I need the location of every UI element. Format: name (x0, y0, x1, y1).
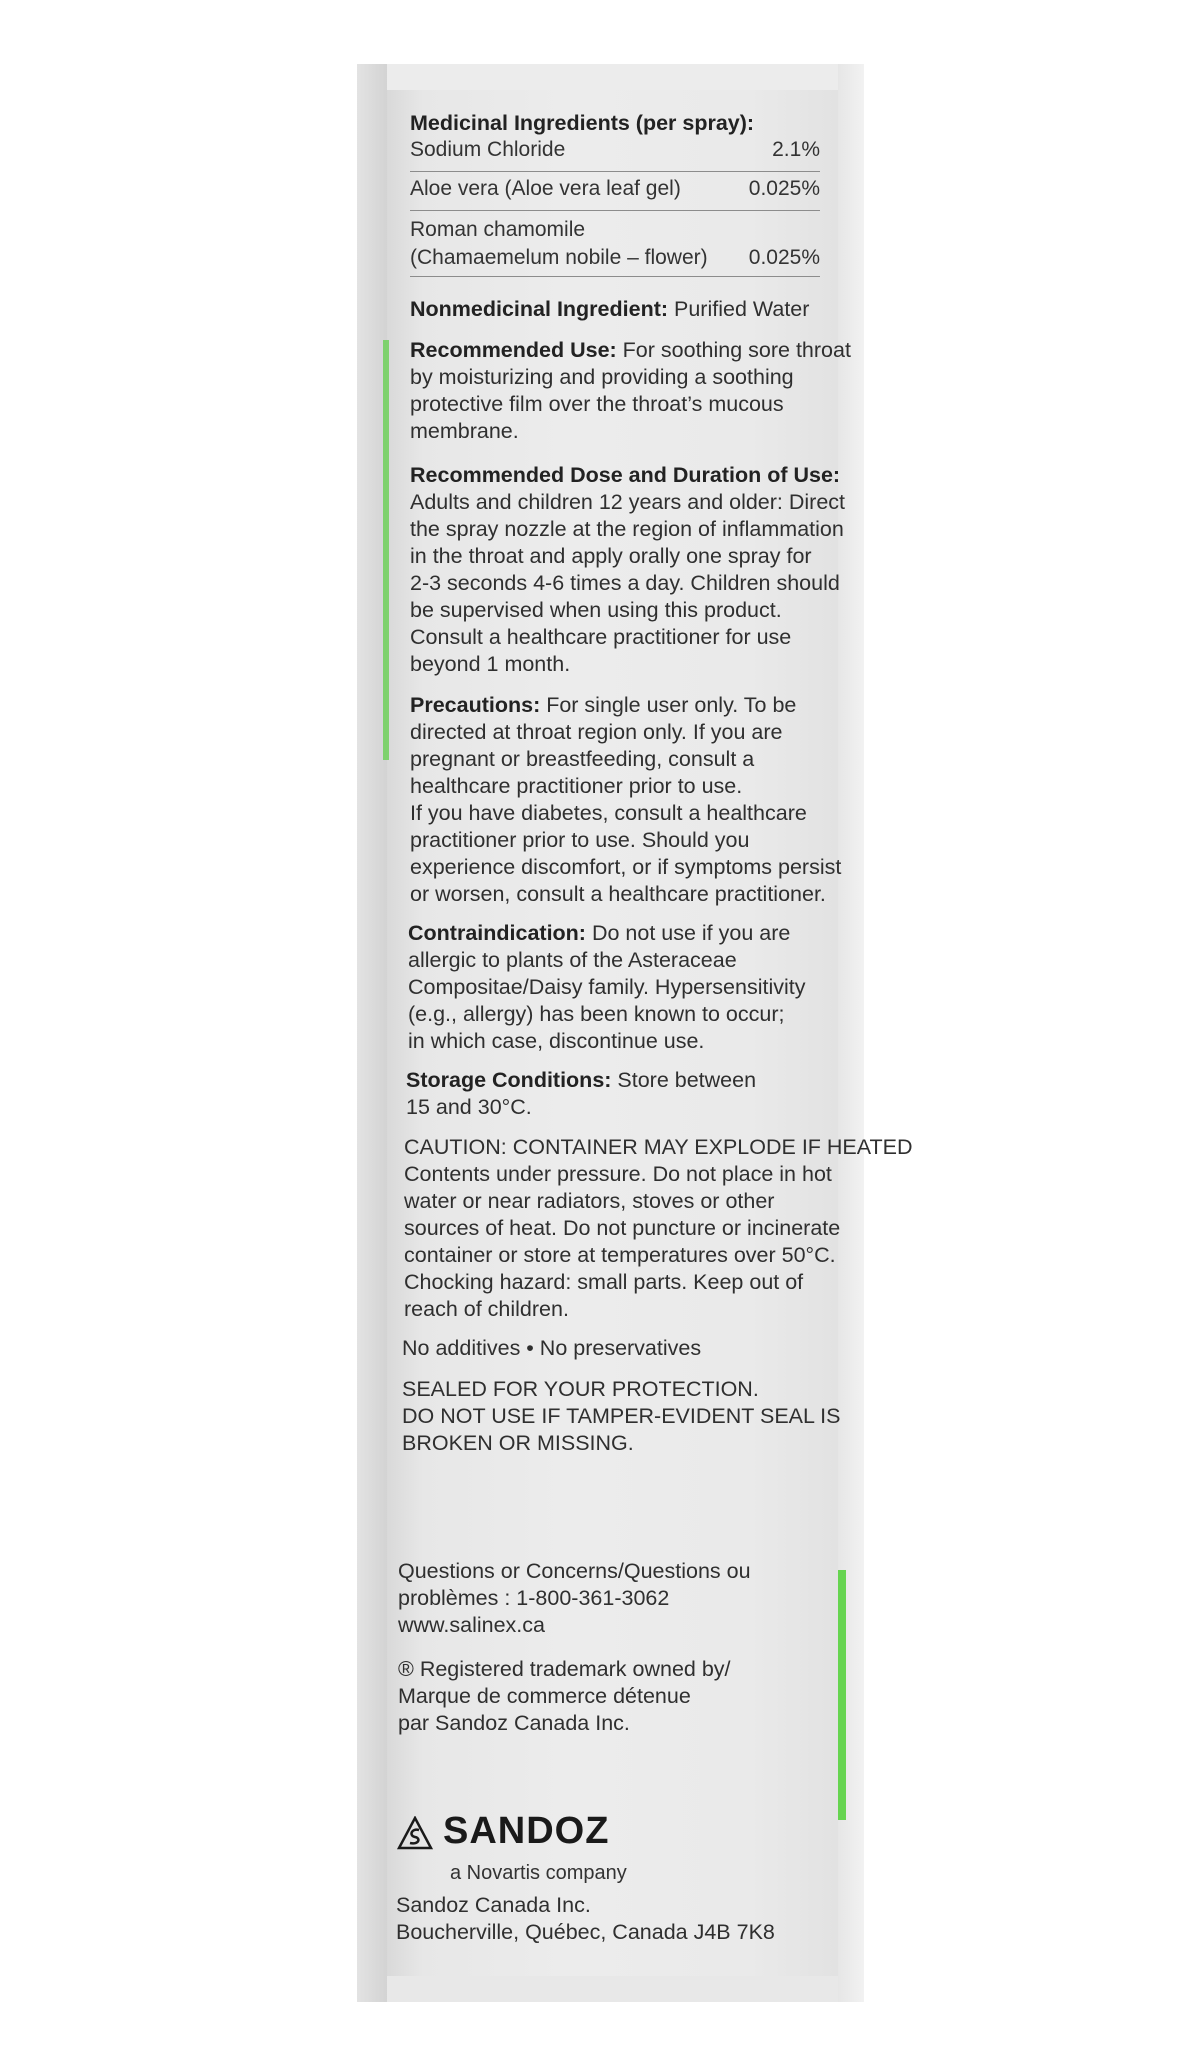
table-divider (410, 171, 820, 172)
storage-conditions (406, 1067, 756, 1121)
recommended-dose (410, 462, 845, 678)
recommended-use-label: Recommended Use: (410, 338, 617, 362)
ingredient-name: Roman chamomile (Chamaemelum nobile – flower) (410, 218, 708, 269)
ingredient-row (410, 216, 820, 274)
dose-label: Recommended Dose and Duration of Use: (410, 463, 841, 487)
ingredient-amount: 0.025% (748, 246, 820, 269)
sandoz-logo (397, 1810, 657, 1860)
table-divider (410, 276, 820, 277)
caution-text: CAUTION: CONTAINER MAY EXPLODE IF HEATED Contents under pressure. Do not place in hot water or near radiators, stoves or other sources of heat. Do not puncture or incinerate container or store at temperatures over 50°C. Chocking hazard: small parts. Keep out of reach of children. (404, 1135, 913, 1321)
ingredient-name: Aloe vera (Aloe vera leaf gel) (410, 177, 681, 200)
precautions-label: Precautions: (410, 693, 541, 717)
green-accent-right (838, 1570, 846, 1820)
ingredient-name: Sodium Chloride (410, 138, 566, 161)
nonmedicinal-label: Nonmedicinal Ingredient: (410, 297, 669, 321)
sealed-notice: SEALED FOR YOUR PROTECTION. DO NOT USE IF TAMPER-EVIDENT SEAL IS BROKEN OR MISSING. (402, 1377, 841, 1455)
box-top-edge (387, 64, 838, 90)
ingredient-amount: 2.1% (772, 138, 820, 161)
ingredient-row (410, 177, 820, 201)
precautions (410, 692, 841, 908)
nonmedicinal-text: Purified Water (668, 297, 810, 321)
additives-text: No additives • No preservatives (402, 1336, 702, 1360)
ingredients-heading: Medicinal Ingredients (per spray): (410, 111, 755, 135)
nonmedicinal-ingredient (410, 296, 809, 323)
contraindication (408, 920, 805, 1055)
precautions-text: For single user only. To be directed at throat region only. If you are pregnant or breastfeeding, consult a healthcare practitioner prior to use. If you have diabetes, consult a healthcare practitioner prior to use. Should you experience discomfort, or if symptoms persist or worsen, consult a healthcare practitioner. (410, 693, 842, 906)
contraindication-text: Do not use if you are allergic to plants of the Asteraceae Compositae/Daisy family. Hypersensitivity (e.g., allergy) has been known to occur; in which case, discontinue use. (408, 921, 806, 1053)
recommended-use (410, 337, 851, 445)
ingredient-amount: 0.025% (748, 177, 820, 200)
logo-tagline: a Novartis company (450, 1862, 627, 1884)
contact-info: Questions or Concerns/Questions ou problèmes : 1-800-361-3062 www.salinex.ca (398, 1559, 751, 1637)
storage-text: Store between 15 and 30°C. (406, 1068, 757, 1119)
table-divider (410, 210, 820, 211)
storage-label: Storage Conditions: (406, 1068, 612, 1092)
box-bottom-edge (387, 1976, 838, 2002)
company-address: Sandoz Canada Inc. Boucherville, Québec, Canada J4B 7K8 (396, 1893, 775, 1944)
dose-text: Adults and children 12 years and older: Direct the spray nozzle at the region of inflammation in the throat and apply orally one spray for 2-3 seconds 4-6 times a day. Children should be supervised when using this product. Consult a healthcare practitioner for use beyond 1 month. (410, 490, 846, 676)
ingredient-row (410, 138, 820, 162)
trademark-notice: ® Registered trademark owned by/ Marque de commerce détenue par Sandoz Canada Inc. (398, 1657, 731, 1735)
sandoz-mark-icon (397, 1816, 433, 1850)
contraindication-label: Contraindication: (408, 921, 586, 945)
green-accent-left (383, 340, 389, 760)
logo-wordmark: SANDOZ (443, 1810, 610, 1852)
recommended-use-text: For soothing sore throat by moisturizing and providing a soothing protective film over the throat’s mucous membrane. (410, 338, 851, 443)
